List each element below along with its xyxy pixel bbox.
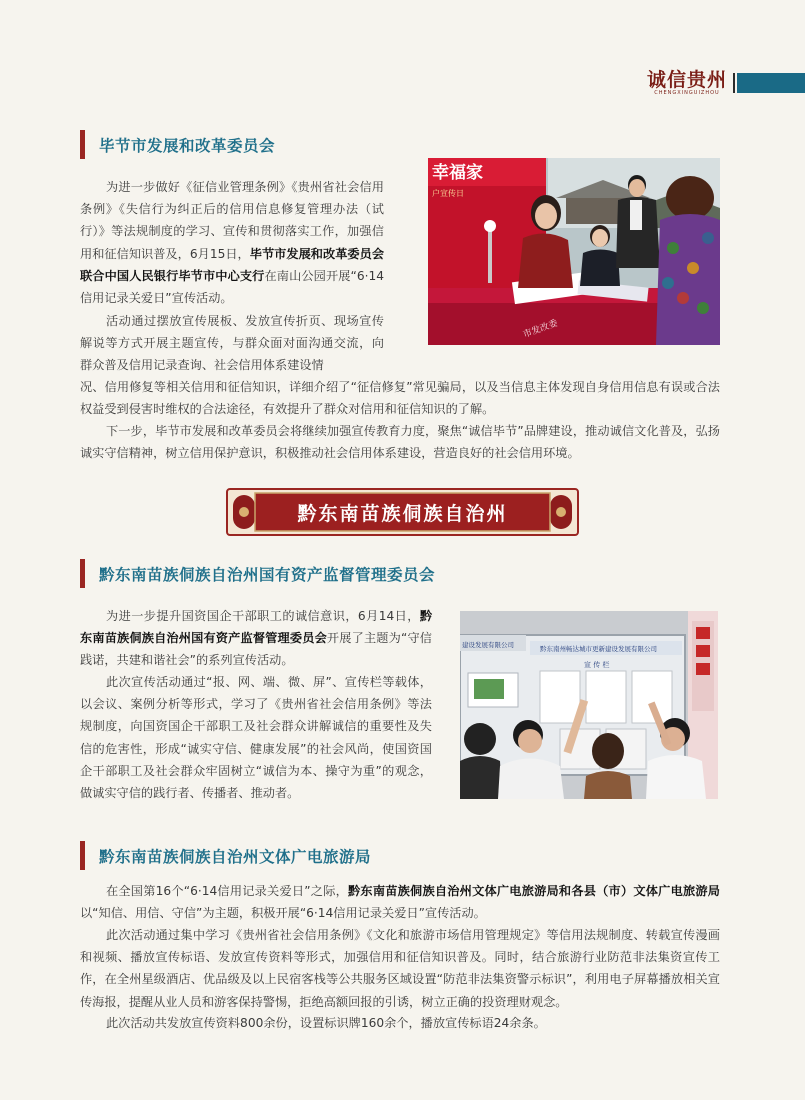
paragraph: 为进一步提升国资国企干部职工的诚信意识，6月14日，黔东南苗族侗族自治州国有资产监督管理委员会开展了主题为“守信践诺，共建和谐社会”的系列宣传活动。 <box>80 609 432 668</box>
photo-board-right-text: 黔东南州畅达城市更新建设发展有限公司 <box>540 645 657 653</box>
region-banner <box>225 487 580 537</box>
paragraph: 此次宣传活动通过“报、网、端、微、屏”、宣传栏等载体，以会议、案例分析等形式，学习了《贵州省社会信用条例》等法规制度，向国资国企干部职工及社会群众讲解诚信的重要性及失信的危害性，形成“诚实守信、健康发展”的社会风尚，使国资国企干部职工及社会群众牢固树立“诚信为本、操守为重”的观念，做诚实守信的践行者、传播者、推动者。 <box>80 675 432 801</box>
paragraph: 此次活动共发放宣传资料800余份，设置标识牌160余个，播放宣传标语24余条。 <box>106 1016 546 1030</box>
section-heading-bijie <box>80 130 275 159</box>
brand-subtitle: CHENGXINGUIZHOU <box>654 90 720 96</box>
section-heading-wentiguangdian <box>80 841 371 870</box>
heading-accent-bar <box>80 841 85 870</box>
section-title: 毕节市发展和改革委员会 <box>99 136 276 155</box>
heading-accent-bar <box>80 559 85 588</box>
section-heading-guoziwei <box>80 559 435 588</box>
brand-logo <box>647 70 727 96</box>
paragraph: 况、信用修复等相关信用和征信知识，详细介绍了“征信修复”常见骗局，以及当信息主体发现自身信用信息有误或合法权益受到侵害时维权的合法途径，有效提升了群众对信用和征信知识的了解。 <box>80 380 720 417</box>
photo-board-title: 宣 传 栏 <box>584 661 610 669</box>
paragraph: 此次活动通过集中学习《贵州省社会信用条例》《文化和旅游市场信用管理规定》等信用法规制度、转载宣传漫画和视频、播放宣传标语、发放宣传资料等形式，加强信用和征信知识普及。同时，结合旅游行业防范非法集资宣传工作，在全州星级酒店、优品级及以上民宿客栈等公共服务区域设置“防范非法集资警示标识”，利用电子屏幕播放相关宣传海报，提醒从业人员和游客保持警惕，拒绝高额回报的引诱，树立正确的投资理财观念。 <box>80 928 720 1009</box>
paragraph: 活动通过摆放宣传展板、发放宣传折页、现场宣传解说等方式开展主题宣传，与群众面对面沟通交流，向群众普及信用记录查询、社会信用体系建设情 <box>80 314 384 373</box>
section-title: 黔东南苗族侗族自治州文体广电旅游局 <box>99 847 372 866</box>
page-number-divider <box>733 73 735 93</box>
photo-illustration <box>460 611 718 799</box>
photo-illustration <box>428 158 720 345</box>
paragraph: 下一步，毕节市发展和改革委员会将继续加强宣传教育力度，聚焦“诚信毕节”品牌建设，推动诚信文化普及，弘扬诚实守信精神，树立信用保护意识，积极推动社会信用体系建设，营造良好的社会信用环境。 <box>80 424 720 461</box>
photo-banner-text: 幸福家 <box>432 163 483 183</box>
banner-title: 黔东南苗族侗族自治州 <box>297 503 508 525</box>
photo-table-text: 市发改委 <box>521 318 560 341</box>
photo-bijie-event <box>428 158 720 345</box>
photo-guoziwei-board <box>460 611 718 799</box>
brand-title: 诚信贵州 <box>646 69 727 91</box>
section-title: 黔东南苗族侗族自治州国有资产监督管理委员会 <box>99 565 436 584</box>
page-tab-band <box>737 73 805 93</box>
paragraph: 在全国第16个“6·14信用记录关爱日”之际，黔东南苗族侗族自治州文体广电旅游局和各县（市）文体广电旅游局以“知信、用信、守信”为主题，积极开展“6·14信用记录关爱日”宣传活动。 <box>80 884 720 921</box>
photo-banner-subtext: 户宣传日 <box>432 189 464 198</box>
photo-board-left-text: 建设发展有限公司 <box>462 641 514 649</box>
paragraph: 为进一步做好《征信业管理条例》《贵州省社会信用条例》《失信行为纠正后的信用信息修复管理办法（试行）》等法规制度的学习、宣传和贯彻落实工作，加强信用和征信知识普及，6月15日，毕节市发展和改革委员会联合中国人民银行毕节市中心支行在南山公园开展“6·14信用记录关爱日”宣传活动。 <box>80 180 385 306</box>
heading-accent-bar <box>80 130 85 159</box>
